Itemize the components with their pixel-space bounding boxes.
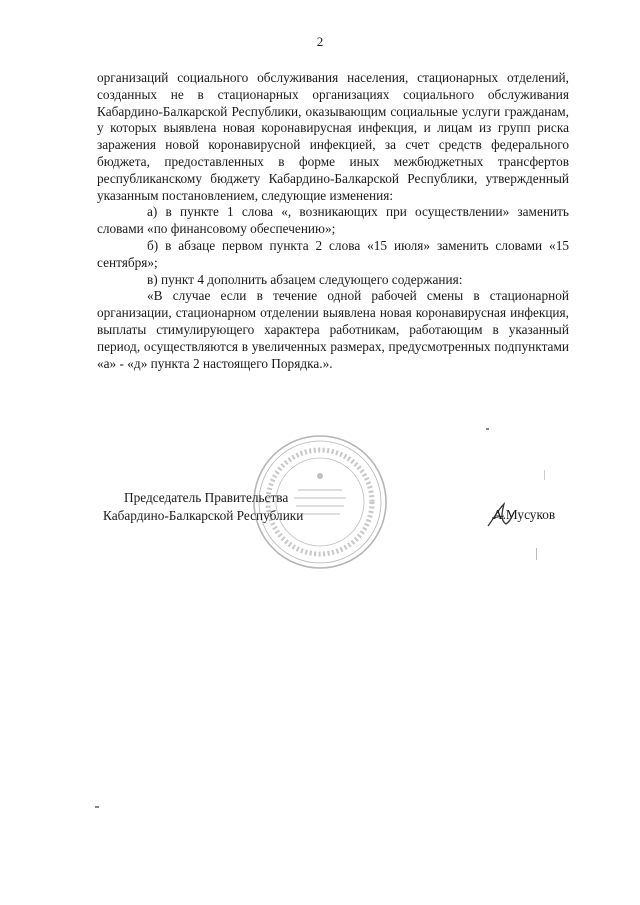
signatory-title xyxy=(103,489,303,525)
scan-artifact xyxy=(544,470,545,480)
paragraph-intro: организаций социального обслуживания населения, стационарных отделений, созданных не в стационарных организациях социального обслуживания Кабардино-Балкарской Республики, оказывающим социальные услуги гражданам, у которых выявлена новая коронавирусная инфекция, и лицам из групп риска заражения новой коронавирусной инфекцией, за счет средств федерального бюджета, предоставленных в форме иных межбюджетных трансфертов республиканскому бюджету Кабардино-Балкарской Республики, утвержденный указанным постановлением, следующие изменения: xyxy=(97,70,569,203)
paragraph-quote: «В случае если в течение одной рабочей смены в стационарной организации, стационарном отделении выявлена новая коронавирусная инфекция, выплаты стимулирующего характера работникам, работающим в указанный период, осуществляются в увеличенных размерах, предусмотренных подпунктами «а» - «д» пункта 2 настоящего Порядка.». xyxy=(97,288,569,371)
signatory-title-line2: Кабардино-Балкарской Республики xyxy=(103,508,304,523)
signatory-name: А.Мусуков xyxy=(493,507,556,522)
document-body xyxy=(97,70,569,372)
scan-artifact xyxy=(536,548,537,560)
paragraph-b: б) в абзаце первом пункта 2 слова «15 июля» заменить словами «15 сентября»; xyxy=(97,237,569,270)
paragraph-v: в) пункт 4 дополнить абзацем следующего содержания: xyxy=(147,271,463,287)
signatory-title-line1: Председатель Правительства xyxy=(124,490,289,505)
paragraph-a: а) в пункте 1 слова «, возникающих при осуществлении» заменить словами «по финансовому обеспечению»; xyxy=(97,204,569,237)
scan-artifact xyxy=(486,428,489,430)
scan-artifact xyxy=(95,806,99,808)
page-number: 2 xyxy=(316,34,324,49)
